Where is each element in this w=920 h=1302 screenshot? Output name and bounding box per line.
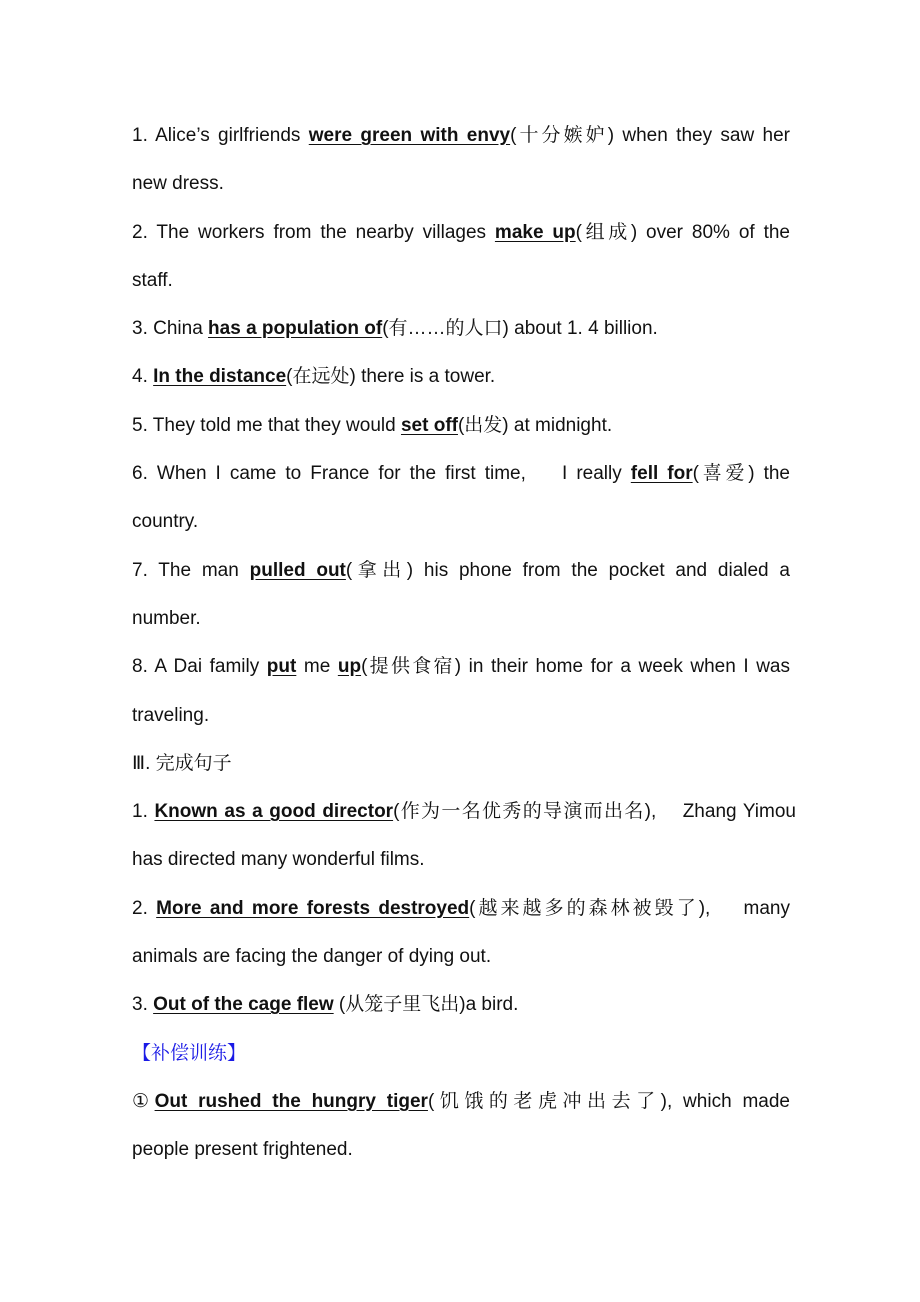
answer-phrase: were green with envy <box>308 125 511 146</box>
answer-phrase: Known as a good director <box>154 801 394 823</box>
text-line <box>132 987 790 1035</box>
text-segment: (有……的人口) about 1. 4 billion. <box>382 318 658 340</box>
text-segment: 1. Alice’s girlfriends <box>132 125 309 146</box>
answer-phrase: up <box>337 656 362 678</box>
text-segment: staff. <box>132 269 173 291</box>
answer-phrase: Out rushed the hungry tiger <box>154 1090 428 1112</box>
text-segment: (在远处) there is a tower. <box>286 366 496 388</box>
text-segment: 2. The workers from the nearby villages <box>132 221 495 243</box>
text-segment: ① <box>132 1090 155 1112</box>
text-segment: (越来越多的森林被毁了), many <box>469 897 790 919</box>
text-segment: 5. They told me that they would <box>132 414 401 436</box>
text-line <box>132 746 790 794</box>
text-line <box>132 939 790 987</box>
text-line <box>132 794 796 842</box>
text-segment: (出发) at midnight. <box>457 414 613 436</box>
text-line <box>132 649 790 697</box>
text-line <box>132 215 790 263</box>
text-line <box>132 118 790 166</box>
text-line <box>132 1036 790 1084</box>
text-line <box>132 263 790 311</box>
text-segment: has directed many wonderful films. <box>132 849 425 871</box>
text-segment: (组成) over 80% of the <box>575 221 790 243</box>
text-segment: traveling. <box>132 704 210 726</box>
text-line <box>132 842 790 890</box>
text-line <box>132 891 790 939</box>
text-line <box>132 311 790 359</box>
text-segment: me <box>296 656 338 678</box>
text-segment: animals are facing the danger of dying out. <box>132 946 492 968</box>
text-segment: Ⅲ. 完成句子 <box>132 752 232 774</box>
text-segment: (喜爱) the <box>692 463 790 485</box>
section-heading: 【补偿训练】 <box>132 1042 247 1064</box>
text-line <box>132 1132 790 1180</box>
answer-phrase: More and more forests destroyed <box>156 897 470 919</box>
text-segment: number. <box>132 607 201 629</box>
answer-phrase: has a population of <box>208 318 383 340</box>
text-segment: (饥饿的老虎冲出去了), which made <box>427 1090 790 1112</box>
text-segment: people present frightened. <box>132 1139 353 1161</box>
text-segment: (从笼子里飞出)a bird. <box>333 994 519 1016</box>
text-segment: country. <box>132 511 199 533</box>
text-line <box>132 1084 790 1132</box>
text-segment: 2. <box>132 897 157 919</box>
text-segment: (拿出) his phone from the pocket and dialed a <box>345 559 790 581</box>
answer-phrase: put <box>266 656 297 678</box>
text-segment: (十分嫉妒) when they saw her <box>510 125 790 146</box>
text-segment: 6. When I came to France for the first time, I really <box>132 463 631 485</box>
text-segment: 4. <box>132 366 154 388</box>
text-segment: 1. <box>132 801 155 823</box>
text-line <box>132 553 790 601</box>
answer-phrase: In the distance <box>153 366 287 388</box>
answer-phrase: Out of the cage flew <box>153 994 334 1016</box>
document-body <box>132 118 796 1181</box>
text-segment: (作为一名优秀的导演而出名), Zhang Yimou <box>393 801 796 823</box>
text-segment: 3. <box>132 994 154 1016</box>
answer-phrase: make up <box>494 221 576 243</box>
text-line <box>132 504 790 552</box>
text-line <box>132 456 790 504</box>
text-line <box>132 166 790 214</box>
text-segment: 8. A Dai family <box>132 656 267 678</box>
text-segment: 7. The man <box>132 559 250 581</box>
text-line <box>132 601 790 649</box>
answer-phrase: pulled out <box>249 559 346 581</box>
answer-phrase: fell for <box>630 463 693 485</box>
text-line <box>132 408 790 456</box>
text-segment: new dress. <box>132 173 224 195</box>
text-segment: 3. China <box>132 318 209 340</box>
answer-phrase: set off <box>400 414 458 436</box>
text-segment: (提供食宿) in their home for a week when I was <box>361 656 790 678</box>
text-line <box>132 359 790 407</box>
text-line <box>132 698 790 746</box>
